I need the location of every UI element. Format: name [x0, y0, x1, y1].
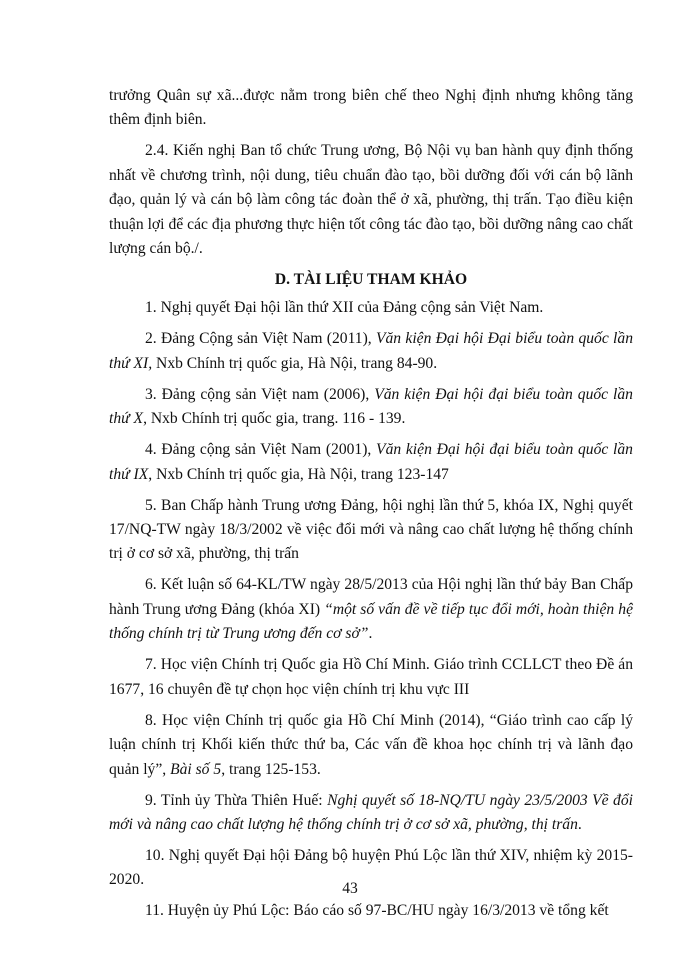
references-list	[109, 296, 633, 923]
reference-item: 3. Đảng cộng sản Việt nam (2006), Văn kiện Đại hội đại biểu toàn quốc lần thứ X, Nxb Chính trị quốc gia, trang. 116 - 139.	[109, 385, 633, 428]
reference-item: 11. Huyện ủy Phú Lộc: Báo cáo số 97-BC/HU ngày 16/3/2013 về tổng kết	[145, 902, 609, 920]
reference-item: 7. Học viện Chính trị Quốc gia Hồ Chí Minh. Giáo trình CCLLCT theo Đề án 1677, 16 chuyên đề tự chọn học viện chính trị khu vực III	[109, 656, 633, 698]
reference-item: 8. Học viện Chính trị quốc gia Hồ Chí Minh (2014), “Giáo trình cao cấp lý luận chính trị Khối kiến thức thứ ba, Các vấn đề khoa học chính trị và lãnh đạo quản lý”, Bài số 5, trang 125-153.	[109, 711, 633, 778]
reference-item: 5. Ban Chấp hành Trung ương Đảng, hội nghị lần thứ 5, khóa IX, Nghị quyết 17/NQ-TW ngày 18/3/2002 về việc đổi mới và nâng cao chất lượng hệ thống chính trị ở cơ sở xã, phường, thị trấn	[109, 496, 633, 563]
reference-item: 4. Đảng cộng sản Việt Nam (2001), Văn kiện Đại hội đại biểu toàn quốc lần thứ IX, Nxb Chính trị quốc gia, Hà Nội, trang 123-147	[109, 441, 633, 483]
recommendation-paragraph-2-4: 2.4. Kiến nghị Ban tổ chức Trung ương, Bộ Nội vụ ban hành quy định thống nhất về chương trình, nội dung, tiêu chuẩn đào tạo, bồi dưỡng đối với cán bộ lãnh đạo, quản lý và cán bộ làm công tác đoàn thể ở xã, phường, thị trấn. Tạo điều kiện thuận lợi để các địa phương thực hiện tốt công tác đào tạo, bồi dưỡng nâng cao chất lượng cán bộ./.	[109, 142, 633, 258]
references-heading: D. TÀI LIỆU THAM KHẢO	[274, 271, 468, 289]
reference-item: 6. Kết luận số 64-KL/TW ngày 28/5/2013 của Hội nghị lần thứ bảy Ban Chấp hành Trung ương Đảng (khóa XI) “một số vấn đề về tiếp tục đổi mới, hoàn thiện hệ thống chính trị từ Trung ương đến cơ sở”.	[109, 576, 633, 643]
reference-item: 1. Nghị quyết Đại hội lần thứ XII của Đảng cộng sản Việt Nam.	[145, 299, 544, 317]
reference-item: 10. Nghị quyết Đại hội Đảng bộ huyện Phú Lộc lần thứ XIV, nhiệm kỳ 2015-2020.	[109, 846, 633, 889]
continuation-paragraph: trưởng Quân sự xã...được nằm trong biên chế theo Nghị định nhưng không tăng thêm định biên.	[109, 87, 633, 129]
page-number: 43	[342, 880, 358, 897]
reference-item: 9. Tỉnh ủy Thừa Thiên Huế: Nghị quyết số 18-NQ/TU ngày 23/5/2003 Về đổi mới và nâng cao chất lượng hệ thống chính trị ở cơ sở xã, phường, thị trấn.	[109, 791, 633, 833]
document-page	[109, 84, 633, 930]
reference-item: 2. Đảng Cộng sản Việt Nam (2011), Văn kiện Đại hội Đại biểu toàn quốc lần thứ XI, Nxb Chính trị quốc gia, Hà Nội, trang 84-90.	[109, 330, 633, 372]
